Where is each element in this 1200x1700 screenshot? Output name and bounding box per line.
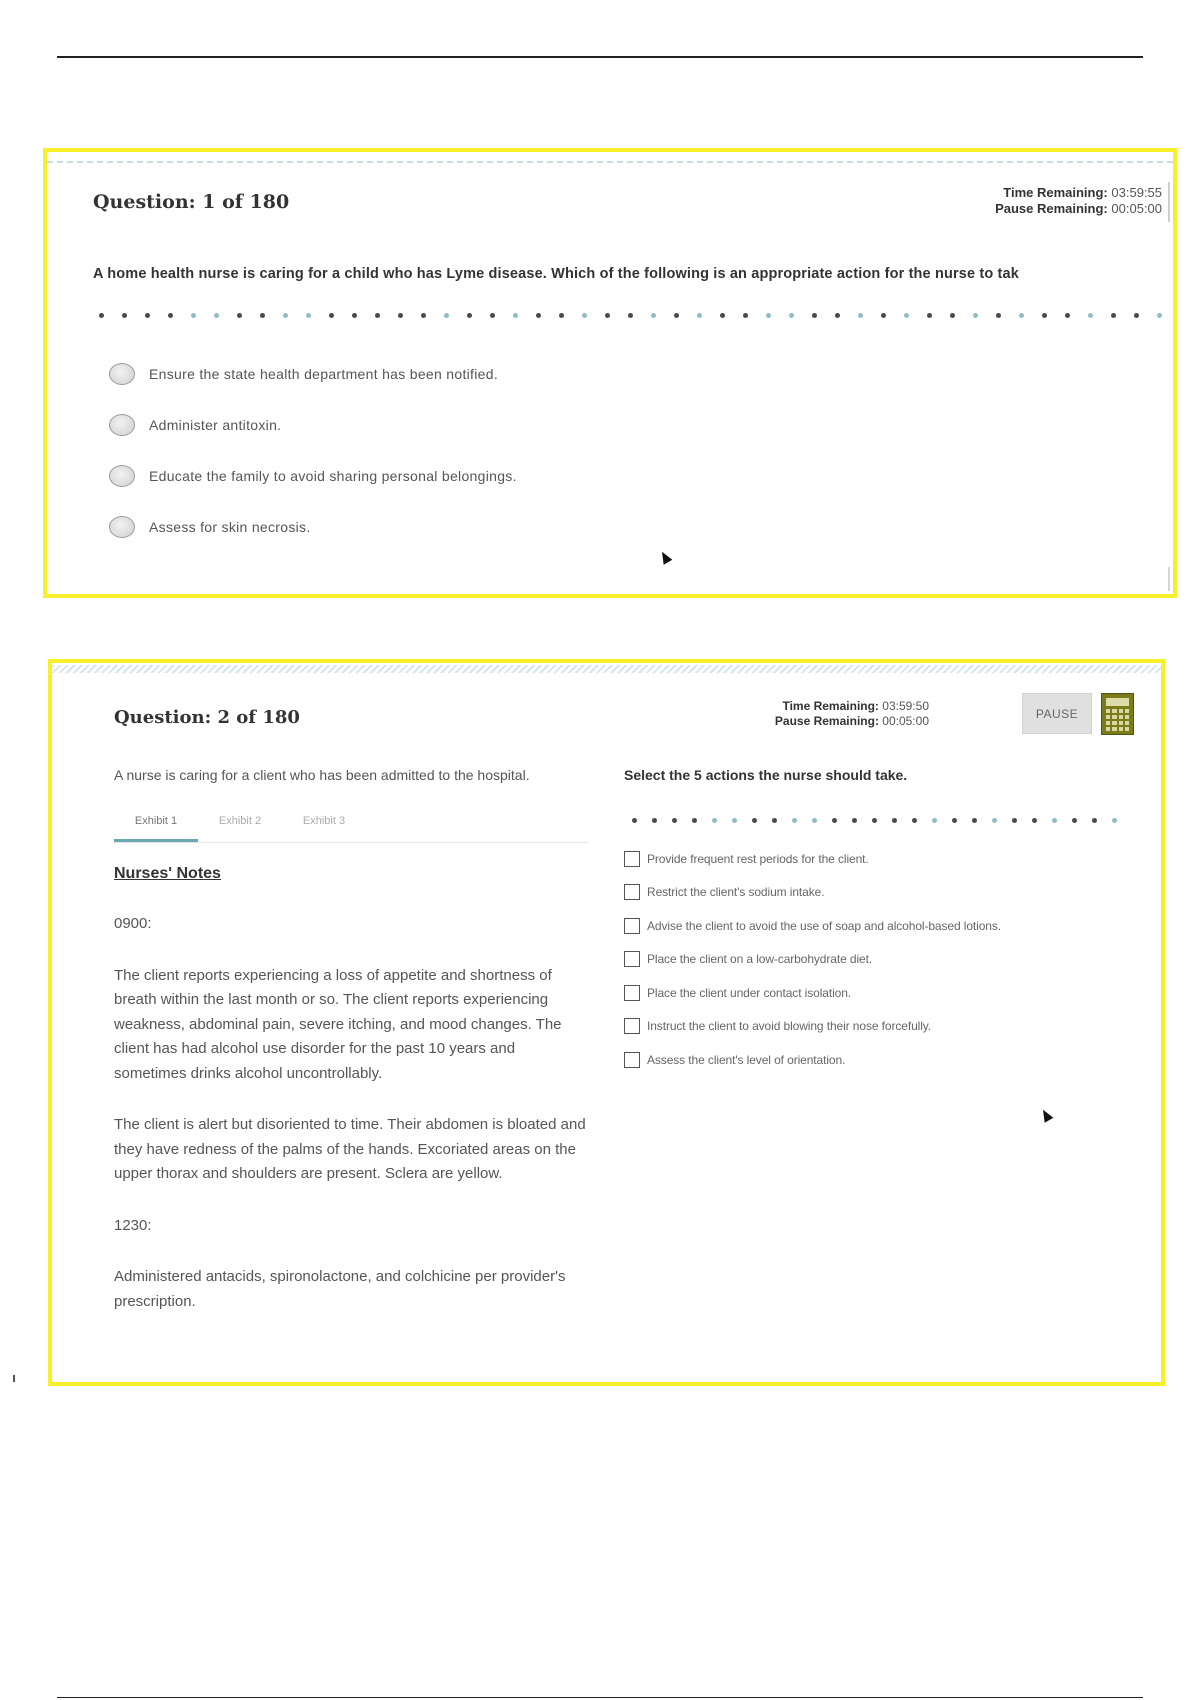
radio-button[interactable] (109, 363, 135, 385)
dotted-divider (99, 313, 1162, 318)
scrollbar-edge-lower (1168, 567, 1170, 591)
answer-option-label: Restrict the client's sodium intake. (647, 885, 825, 900)
time-remaining-value: 03:59:55 (1111, 185, 1162, 200)
answer-option-label: Assess for skin necrosis. (149, 518, 311, 535)
question-2-intro: A nurse is caring for a client who has been admitted to the hospital. (114, 767, 530, 783)
notes-heading: Nurses' Notes (114, 865, 221, 882)
exhibit-pane (114, 767, 589, 1314)
question-1-stem: A home health nurse is caring for a child who has Lyme disease. Which of the following is an appropriate action for the nurse to tak (93, 266, 1019, 282)
note-time-0900: 0900: (114, 915, 152, 932)
answer-option[interactable] (624, 876, 1001, 910)
note-time-1230: 1230: (114, 1216, 152, 1234)
answer-option[interactable] (624, 943, 1001, 977)
mouse-cursor-icon (658, 549, 673, 564)
checkbox[interactable] (624, 1018, 640, 1034)
calculator-icon[interactable] (1101, 693, 1134, 735)
radio-button[interactable] (109, 516, 135, 538)
answer-option-label: Place the client under contact isolation. (647, 985, 852, 1000)
radio-button[interactable] (109, 465, 135, 487)
answer-option[interactable] (624, 909, 1001, 943)
page-top-rule (57, 56, 1143, 58)
checkbox[interactable] (624, 918, 640, 934)
answer-option[interactable] (109, 348, 517, 399)
header-divider (47, 161, 1173, 163)
answer-options (624, 842, 1001, 1077)
checkbox[interactable] (624, 1052, 640, 1068)
question-2-timers (775, 699, 929, 729)
question-2-screenshot (48, 659, 1165, 1386)
question-1-title: Question: 1 of 180 (93, 191, 290, 213)
exhibit-tabs (114, 813, 589, 843)
question-1-timers (995, 185, 1162, 218)
answer-option-label: Provide frequent rest periods for the client. (647, 851, 869, 866)
question-pane (624, 767, 1104, 1067)
pause-remaining-label: Pause Remaining: (774, 714, 879, 728)
time-remaining-label: Time Remaining: (1003, 185, 1108, 200)
checkbox[interactable] (624, 985, 640, 1001)
answer-options (109, 348, 517, 552)
question-1-screenshot (43, 148, 1177, 598)
mouse-cursor-icon (1039, 1107, 1054, 1122)
note-paragraph: Administered antacids, spironolactone, and colchicine per provider's prescription. (114, 1268, 566, 1310)
note-paragraph: The client reports experiencing a loss of appetite and shortness of breath within the last month or so. The client reports experiencing weakness, abdominal pain, severe itching, and mood changes. The client has had alcohol use disorder for the past 10 years and sometimes drinks alcohol uncontrollably. (114, 966, 562, 1082)
answer-option-label: Administer antitoxin. (149, 416, 282, 433)
answer-option-label: Place the client on a low-carbohydrate diet. (647, 952, 873, 967)
question-2-instruction: Select the 5 actions the nurse should take. (624, 767, 908, 783)
answer-option-label: Advise the client to avoid the use of soap and alcohol-based lotions. (647, 918, 1002, 933)
stray-mark (13, 1375, 15, 1382)
answer-option-label: Ensure the state health department has been notified. (149, 365, 499, 382)
dotted-divider (632, 818, 1117, 823)
pause-remaining-value: 00:05:00 (1111, 201, 1162, 217)
header-divider (52, 665, 1161, 673)
answer-option-label: Assess the client's level of orientation. (647, 1052, 846, 1067)
answer-option[interactable] (624, 1010, 1001, 1044)
pause-button[interactable]: PAUSE (1022, 693, 1092, 734)
time-remaining-label: Time Remaining: (782, 699, 879, 713)
tab-exhibit-3[interactable]: Exhibit 3 (302, 815, 346, 827)
answer-option[interactable] (624, 842, 1001, 876)
pause-remaining-label: Pause Remaining: (995, 201, 1108, 217)
radio-button[interactable] (109, 414, 135, 436)
scrollbar-edge (1168, 182, 1170, 222)
tab-exhibit-2[interactable]: Exhibit 2 (218, 815, 262, 827)
answer-option[interactable] (624, 1043, 1001, 1077)
pause-remaining-value: 00:05:00 (882, 714, 929, 728)
checkbox[interactable] (624, 951, 640, 967)
page-bottom-rule (57, 1697, 1143, 1698)
checkbox[interactable] (624, 884, 640, 900)
tab-exhibit-1[interactable]: Exhibit 1 (114, 813, 198, 842)
question-2-title: Question: 2 of 180 (114, 707, 300, 728)
checkbox[interactable] (624, 851, 640, 867)
answer-option[interactable] (109, 399, 517, 450)
answer-option[interactable] (624, 976, 1001, 1010)
time-remaining-value: 03:59:50 (882, 699, 929, 713)
answer-option[interactable] (109, 501, 517, 552)
note-paragraph: The client is alert but disoriented to time. Their abdomen is bloated and they have redness of the palms of the hands. Excoriated areas on the upper thorax and shoulders are present. Sclera are yellow. (114, 1116, 586, 1182)
answer-option[interactable] (109, 450, 517, 501)
answer-option-label: Instruct the client to avoid blowing their nose forcefully. (647, 1019, 932, 1034)
answer-option-label: Educate the family to avoid sharing personal belongings. (149, 467, 517, 484)
